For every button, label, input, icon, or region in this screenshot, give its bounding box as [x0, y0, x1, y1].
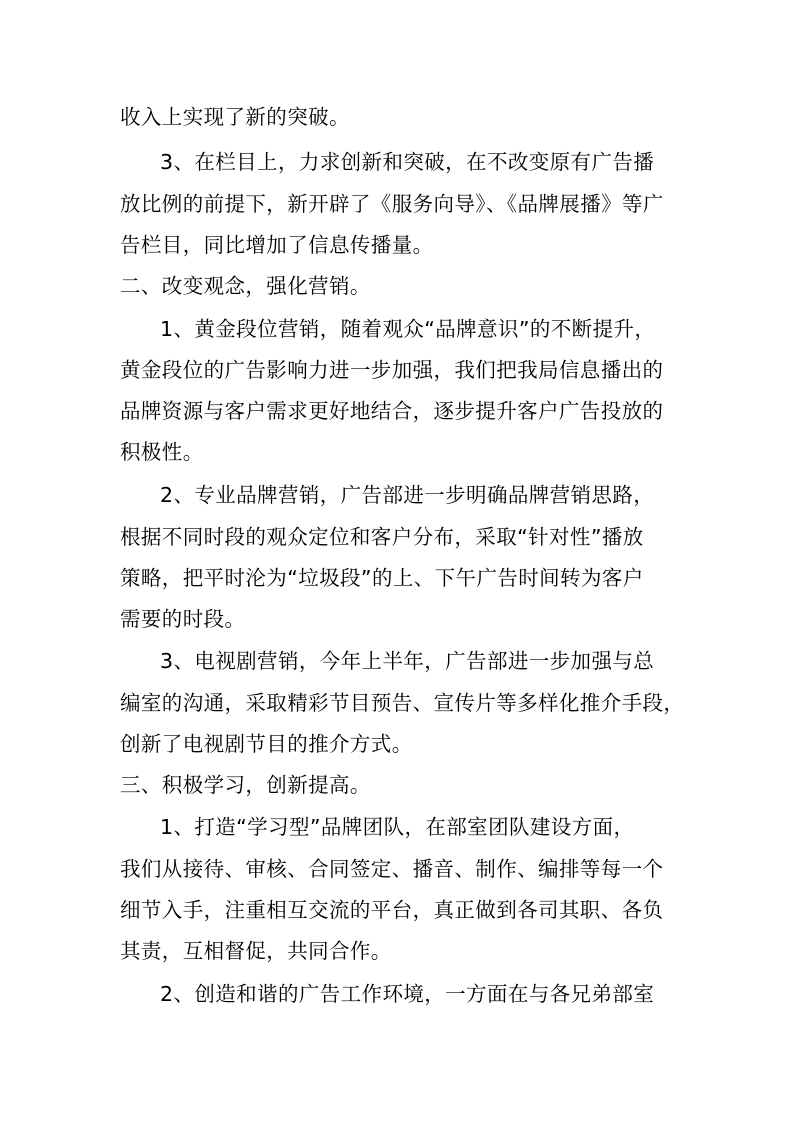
text-line: 创新了电视剧节目的推介方式。 — [120, 732, 413, 756]
text-line: 我们从接待、审核、合同签定、播音、制作、编排等每一个 — [120, 857, 664, 881]
text-line: 品牌资源与客户需求更好地结合，逐步提升客户广告投放的 — [120, 399, 664, 423]
text-line: 细节入手，注重相互交流的平台，真正做到各司其职、各负 — [120, 898, 664, 922]
text-line: 编室的沟通，采取精彩节目预告、宣传片等多样化推介手段， — [120, 691, 685, 715]
text-line: 1、打造“学习型”品牌团队，在部室团队建设方面， — [160, 815, 635, 839]
text-line: 收入上实现了新的突破。 — [120, 105, 350, 129]
text-line: 2、创造和谐的广告工作环境，一方面在与各兄弟部室 — [160, 982, 655, 1006]
text-line: 1、黄金段位营销，随着观众“品牌意识”的不断提升， — [160, 317, 656, 341]
text-line: 3、在栏目上，力求创新和突破，在不改变原有广告播 — [160, 150, 655, 174]
text-line: 策略，把平时沦为“垃圾段”的上、下午广告时间转为客户 — [120, 566, 644, 590]
text-line: 根据不同时段的观众定位和客户分布，采取“针对性”播放 — [120, 525, 644, 549]
text-line: 3、电视剧营销，今年上半年，广告部进一步加强与总 — [160, 649, 655, 673]
text-line: 积极性。 — [120, 440, 204, 464]
section-heading: 三、积极学习，创新提高。 — [120, 773, 371, 797]
text-line: 其责，互相督促，共同合作。 — [120, 939, 392, 963]
text-line: 2、专业品牌营销，广告部进一步明确品牌营销思路， — [160, 483, 655, 507]
text-line: 需要的时段。 — [120, 607, 246, 631]
text-line: 黄金段位的广告影响力进一步加强，我们把我局信息播出的 — [120, 358, 664, 382]
text-line: 告栏目，同比增加了信息传播量。 — [120, 233, 434, 257]
text-line: 放比例的前提下，新开辟了《服务向导》、《品牌展播》等广 — [120, 192, 664, 216]
section-heading: 二、改变观念，强化营销。 — [120, 274, 371, 298]
